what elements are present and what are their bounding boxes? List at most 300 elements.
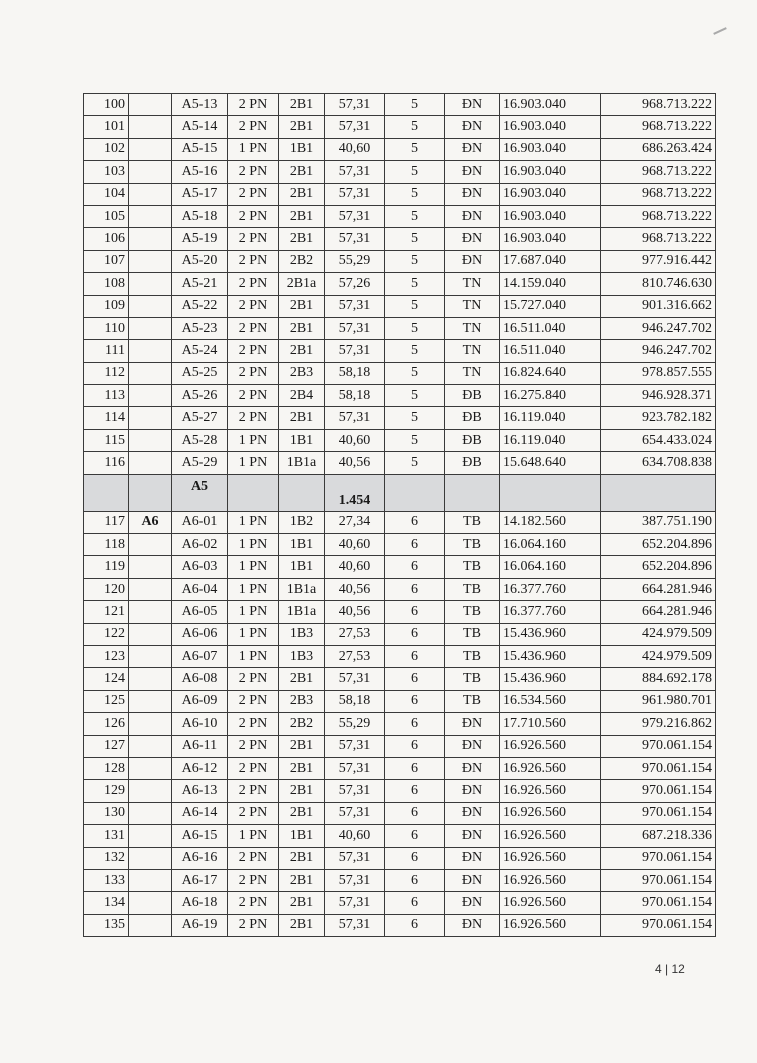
cell-stt: 102 [84, 138, 129, 160]
table-row [84, 623, 716, 645]
cell-dir: ĐB [445, 429, 500, 451]
cell-unit: A6-06 [172, 623, 228, 645]
cell-type: 1 PN [228, 534, 279, 556]
cell-type: 2 PN [228, 94, 279, 116]
cell-area: 57,31 [325, 757, 385, 779]
cell-stt: 135 [84, 914, 129, 936]
cell-dir: ĐN [445, 116, 500, 138]
cell-price: 16.926.560 [500, 735, 601, 757]
cell-type: 2 PN [228, 869, 279, 891]
cell-dir: TB [445, 556, 500, 578]
cell-stt: 133 [84, 869, 129, 891]
cell-price: 16.903.040 [500, 205, 601, 227]
cell-floor: 5 [385, 295, 445, 317]
cell-area: 57,31 [325, 668, 385, 690]
cell-model: 2B3 [279, 690, 325, 712]
cell-model: 2B1 [279, 407, 325, 429]
cell-type: 2 PN [228, 847, 279, 869]
cell-model: 2B1 [279, 116, 325, 138]
cell-unit: A5-14 [172, 116, 228, 138]
cell-block [129, 228, 172, 250]
table-row [84, 556, 716, 578]
cell-total: 652.204.896 [601, 556, 716, 578]
cell-dir: TN [445, 340, 500, 362]
cell-unit: A6-11 [172, 735, 228, 757]
cell-unit: A6-15 [172, 825, 228, 847]
cell-area: 40,60 [325, 556, 385, 578]
cell-model: 2B3 [279, 362, 325, 384]
cell-unit: A5-27 [172, 407, 228, 429]
cell-type: 2 PN [228, 780, 279, 802]
cell-stt: 128 [84, 757, 129, 779]
cell-dir: ĐB [445, 385, 500, 407]
cell-model: 1B3 [279, 645, 325, 667]
cell-total: 970.061.154 [601, 892, 716, 914]
cell-block [129, 892, 172, 914]
cell-unit: A6-02 [172, 534, 228, 556]
cell-stt: 117 [84, 511, 129, 533]
cell-floor: 5 [385, 385, 445, 407]
cell-unit: A6-19 [172, 914, 228, 936]
table-row [84, 511, 716, 533]
cell-price: 15.727.040 [500, 295, 601, 317]
cell-type: 2 PN [228, 892, 279, 914]
cell-floor: 5 [385, 340, 445, 362]
cell-block [129, 250, 172, 272]
cell-stt: 108 [84, 273, 129, 295]
cell-stt: 122 [84, 623, 129, 645]
cell-model: 2B1 [279, 757, 325, 779]
cell-type: 1 PN [228, 601, 279, 623]
cell-dir: TB [445, 578, 500, 600]
cell-dir: TB [445, 623, 500, 645]
cell-type: 1 PN [228, 511, 279, 533]
cell-floor: 5 [385, 94, 445, 116]
cell-area: 57,31 [325, 735, 385, 757]
cell-area: 40,56 [325, 452, 385, 474]
cell-unit: A6-13 [172, 780, 228, 802]
cell-model: 1B1 [279, 429, 325, 451]
cell-stt: 111 [84, 340, 129, 362]
cell-price: 16.926.560 [500, 914, 601, 936]
cell-model: 2B1 [279, 914, 325, 936]
cell-price: 16.926.560 [500, 780, 601, 802]
cell-stt: 106 [84, 228, 129, 250]
table-row [84, 116, 716, 138]
cell-model: 2B1 [279, 161, 325, 183]
cell-unit: A5-19 [172, 228, 228, 250]
table-row [84, 578, 716, 600]
table-row [84, 161, 716, 183]
cell-model: 2B4 [279, 385, 325, 407]
cell-dir: ĐN [445, 250, 500, 272]
cell-total: 968.713.222 [601, 228, 716, 250]
cell-dir: ĐN [445, 228, 500, 250]
cell-model: 1B1 [279, 138, 325, 160]
cell-total: 686.263.424 [601, 138, 716, 160]
table-row [84, 847, 716, 869]
cell-total: 970.061.154 [601, 735, 716, 757]
cell-dir: ĐN [445, 914, 500, 936]
cell-stt: 130 [84, 802, 129, 824]
cell-unit: A6-04 [172, 578, 228, 600]
cell-type: 2 PN [228, 690, 279, 712]
table-row [84, 668, 716, 690]
cell-dir: ĐN [445, 713, 500, 735]
table-row [84, 340, 716, 362]
cell-area: 27,53 [325, 645, 385, 667]
cell-total: 687.218.336 [601, 825, 716, 847]
cell-block [129, 340, 172, 362]
cell-total: 970.061.154 [601, 757, 716, 779]
cell-block [129, 780, 172, 802]
cell-unit: A5-21 [172, 273, 228, 295]
cell-price: 17.687.040 [500, 250, 601, 272]
cell-area: 57,31 [325, 407, 385, 429]
cell-type: 2 PN [228, 317, 279, 339]
cell-price: 15.436.960 [500, 645, 601, 667]
cell-price: 16.275.840 [500, 385, 601, 407]
cell-floor: 5 [385, 116, 445, 138]
cell-floor: 6 [385, 645, 445, 667]
cell-model: 2B1 [279, 295, 325, 317]
cell-price: 16.377.760 [500, 601, 601, 623]
cell-area: 57,31 [325, 869, 385, 891]
cell-type: 2 PN [228, 362, 279, 384]
cell-total: 664.281.946 [601, 601, 716, 623]
cell-price: 17.710.560 [500, 713, 601, 735]
cell-floor: 5 [385, 452, 445, 474]
cell-stt: 131 [84, 825, 129, 847]
cell-price: 14.182.560 [500, 511, 601, 533]
cell-total: 810.746.630 [601, 273, 716, 295]
cell-total: 946.247.702 [601, 317, 716, 339]
cell-area: 40,56 [325, 601, 385, 623]
cell-model: 1B2 [279, 511, 325, 533]
cell-model: 2B1 [279, 780, 325, 802]
cell-floor: 6 [385, 735, 445, 757]
cell-total: 970.061.154 [601, 847, 716, 869]
cell-dir: ĐN [445, 869, 500, 891]
cell-price: 16.534.560 [500, 690, 601, 712]
cell-block [129, 690, 172, 712]
cell-unit: A5-29 [172, 452, 228, 474]
cell-total: 961.980.701 [601, 690, 716, 712]
cell-unit: A5-16 [172, 161, 228, 183]
cell-model: 2B1a [279, 273, 325, 295]
cell-model: 1B1a [279, 578, 325, 600]
cell-total: 968.713.222 [601, 205, 716, 227]
cell-price: 16.377.760 [500, 578, 601, 600]
cell-block [129, 94, 172, 116]
table-row [84, 645, 716, 667]
table-row [84, 94, 716, 116]
table-body-subtotal [84, 474, 716, 511]
cell-stt: 114 [84, 407, 129, 429]
cell-floor: 6 [385, 534, 445, 556]
table-row [84, 601, 716, 623]
cell-unit: A5-24 [172, 340, 228, 362]
cell-type: 2 PN [228, 116, 279, 138]
cell-dir: TN [445, 295, 500, 317]
cell-area: 57,31 [325, 94, 385, 116]
cell-price: 16.926.560 [500, 825, 601, 847]
cell-block [129, 601, 172, 623]
cell-stt: 110 [84, 317, 129, 339]
cell-block [129, 429, 172, 451]
cell-floor: 6 [385, 802, 445, 824]
cell-unit: A5-15 [172, 138, 228, 160]
cell-total: 652.204.896 [601, 534, 716, 556]
cell-unit: A6-14 [172, 802, 228, 824]
table-row [84, 228, 716, 250]
cell-area: 57,31 [325, 802, 385, 824]
cell-floor: 5 [385, 183, 445, 205]
cell-block [129, 116, 172, 138]
cell-type: 1 PN [228, 429, 279, 451]
cell-dir: ĐN [445, 825, 500, 847]
cell-floor: 6 [385, 668, 445, 690]
cell-total: 654.433.024 [601, 429, 716, 451]
table-row [84, 452, 716, 474]
cell-type: 2 PN [228, 205, 279, 227]
cell-price: 16.903.040 [500, 116, 601, 138]
cell-block [129, 161, 172, 183]
cell-area: 57,31 [325, 161, 385, 183]
cell-dir: TN [445, 362, 500, 384]
cell-area: 27,34 [325, 511, 385, 533]
cell-block [129, 273, 172, 295]
cell-type: 1 PN [228, 825, 279, 847]
cell-model: 2B1 [279, 94, 325, 116]
cell-area: 55,29 [325, 713, 385, 735]
cell-model: 2B1 [279, 317, 325, 339]
table-body-a6 [84, 511, 716, 936]
cell-block [129, 452, 172, 474]
cell-stt: 127 [84, 735, 129, 757]
cell-price: 16.903.040 [500, 228, 601, 250]
cell-total: 970.061.154 [601, 869, 716, 891]
cell-floor: 5 [385, 273, 445, 295]
cell-unit: A5-17 [172, 183, 228, 205]
cell-type: 2 PN [228, 340, 279, 362]
cell-block [129, 735, 172, 757]
cell-block [129, 556, 172, 578]
cell-dir: ĐN [445, 138, 500, 160]
cell-dir: ĐN [445, 735, 500, 757]
cell-stt: 101 [84, 116, 129, 138]
cell-price: 16.064.160 [500, 534, 601, 556]
cell-model: 2B1 [279, 205, 325, 227]
cell-floor: 6 [385, 825, 445, 847]
cell-price: 16.824.640 [500, 362, 601, 384]
cell-dir: ĐN [445, 757, 500, 779]
cell-floor: 5 [385, 362, 445, 384]
cell-type: 2 PN [228, 228, 279, 250]
cell-total: 977.916.442 [601, 250, 716, 272]
cell-stt: 113 [84, 385, 129, 407]
cell-total: 424.979.509 [601, 623, 716, 645]
cell-unit: A6-10 [172, 713, 228, 735]
cell-stt: 116 [84, 452, 129, 474]
cell-floor: 5 [385, 138, 445, 160]
cell-area: 57,31 [325, 295, 385, 317]
cell-model: 2B1 [279, 892, 325, 914]
cell-stt: 124 [84, 668, 129, 690]
cell-model: 2B1 [279, 847, 325, 869]
cell-total: 968.713.222 [601, 94, 716, 116]
cell-model: 1B1a [279, 452, 325, 474]
cell-model: 2B1 [279, 668, 325, 690]
cell-stt: 119 [84, 556, 129, 578]
cell-block [129, 362, 172, 384]
cell-type: 2 PN [228, 735, 279, 757]
cell-total: 979.216.862 [601, 713, 716, 735]
cell-price: 14.159.040 [500, 273, 601, 295]
cell-stt: 109 [84, 295, 129, 317]
cell-type: 1 PN [228, 623, 279, 645]
cell-unit: A5-13 [172, 94, 228, 116]
cell-unit: A6-01 [172, 511, 228, 533]
cell-floor: 5 [385, 429, 445, 451]
cell-area: 57,31 [325, 914, 385, 936]
cell-area: 58,18 [325, 385, 385, 407]
cell-total: 970.061.154 [601, 780, 716, 802]
cell-model: 2B1 [279, 802, 325, 824]
table-row [84, 385, 716, 407]
cell-stt: 121 [84, 601, 129, 623]
cell-block [129, 578, 172, 600]
cell-total: 424.979.509 [601, 645, 716, 667]
cell-area: 57,31 [325, 780, 385, 802]
cell-price: 16.903.040 [500, 94, 601, 116]
cell-floor: 6 [385, 578, 445, 600]
cell-stt: 100 [84, 94, 129, 116]
cell-stt: 120 [84, 578, 129, 600]
cell-block [129, 138, 172, 160]
table-row [84, 362, 716, 384]
cell-area: 40,60 [325, 825, 385, 847]
cell-floor: 6 [385, 869, 445, 891]
cell-dir: ĐN [445, 183, 500, 205]
cell-total: 901.316.662 [601, 295, 716, 317]
cell-stt: 103 [84, 161, 129, 183]
cell-model: 1B1 [279, 556, 325, 578]
cell-total: 387.751.190 [601, 511, 716, 533]
cell-stt: 132 [84, 847, 129, 869]
cell-area: 57,26 [325, 273, 385, 295]
cell-block [129, 385, 172, 407]
cell-block [129, 407, 172, 429]
table-row [84, 183, 716, 205]
cell-unit: A5-20 [172, 250, 228, 272]
cell-price: 16.926.560 [500, 869, 601, 891]
cell-unit: A6-07 [172, 645, 228, 667]
cell-dir: ĐN [445, 205, 500, 227]
cell-floor: 6 [385, 757, 445, 779]
cell-price: 16.511.040 [500, 317, 601, 339]
table-row [84, 138, 716, 160]
cell-dir: ĐN [445, 802, 500, 824]
cell-type: 1 PN [228, 138, 279, 160]
cell-total: 970.061.154 [601, 802, 716, 824]
cell-price: 15.648.640 [500, 452, 601, 474]
cell-floor: 6 [385, 556, 445, 578]
cell-model: 2B1 [279, 869, 325, 891]
cell-block [129, 534, 172, 556]
cell-block [129, 645, 172, 667]
cell-block [129, 623, 172, 645]
cell-unit: A5-18 [172, 205, 228, 227]
cell-price: 16.926.560 [500, 757, 601, 779]
cell-model: 1B1 [279, 825, 325, 847]
cell-type: 2 PN [228, 295, 279, 317]
table-row [84, 757, 716, 779]
cell-block [129, 802, 172, 824]
table-row [84, 205, 716, 227]
cell-model: 2B2 [279, 713, 325, 735]
cell-dir: ĐN [445, 780, 500, 802]
table-row [84, 317, 716, 339]
table-row [84, 534, 716, 556]
cell-area: 57,31 [325, 847, 385, 869]
table-row [84, 825, 716, 847]
cell-unit: A6-05 [172, 601, 228, 623]
cell-block [129, 295, 172, 317]
cell-type: 1 PN [228, 452, 279, 474]
cell-unit: A6-17 [172, 869, 228, 891]
cell-unit: A5-28 [172, 429, 228, 451]
cell-dir: TB [445, 511, 500, 533]
cell-price: 16.926.560 [500, 802, 601, 824]
cell-stt: 105 [84, 205, 129, 227]
cell-total: 978.857.555 [601, 362, 716, 384]
cell-floor: 6 [385, 713, 445, 735]
cell-floor: 5 [385, 250, 445, 272]
cell-unit: A6-09 [172, 690, 228, 712]
cell-model: 2B1 [279, 228, 325, 250]
cell-model: 2B1 [279, 183, 325, 205]
cell-dir: ĐB [445, 452, 500, 474]
cell-area: 57,31 [325, 228, 385, 250]
cell-total: 884.692.178 [601, 668, 716, 690]
cell-floor: 6 [385, 892, 445, 914]
cell-area: 40,60 [325, 138, 385, 160]
subtotal-block: A5 [172, 474, 228, 511]
cell-type: 2 PN [228, 757, 279, 779]
cell-area: 57,31 [325, 317, 385, 339]
cell-floor: 5 [385, 205, 445, 227]
table-row [84, 429, 716, 451]
cell-area: 57,31 [325, 892, 385, 914]
cell-stt: 126 [84, 713, 129, 735]
table-row [84, 690, 716, 712]
cell-dir: TB [445, 668, 500, 690]
page-number: 4 | 12 [655, 962, 685, 976]
cell-stt: 118 [84, 534, 129, 556]
cell-stt: 115 [84, 429, 129, 451]
cell-stt: 107 [84, 250, 129, 272]
cell-total: 634.708.838 [601, 452, 716, 474]
cell-type: 2 PN [228, 183, 279, 205]
cell-type: 2 PN [228, 250, 279, 272]
cell-block [129, 825, 172, 847]
cell-type: 2 PN [228, 385, 279, 407]
cell-dir: TN [445, 317, 500, 339]
cell-type: 1 PN [228, 645, 279, 667]
cell-price: 15.436.960 [500, 668, 601, 690]
scan-mark [713, 27, 727, 35]
